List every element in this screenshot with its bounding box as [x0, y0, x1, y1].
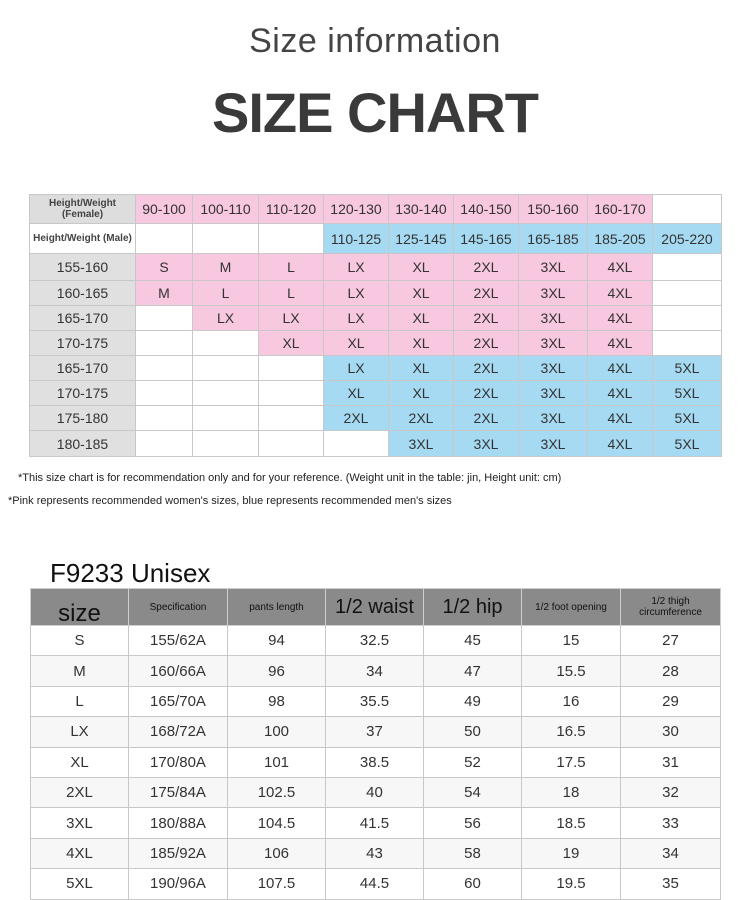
recommendation-row — [30, 306, 722, 331]
spec-value-cell: 175/84A — [129, 777, 228, 807]
male-weight-cell — [136, 224, 193, 254]
spec-row — [31, 747, 721, 777]
spec-header-cell: 1/2 hip — [424, 589, 522, 626]
female-label: Height/Weight (Female) — [30, 195, 136, 224]
spec-value-cell: 44.5 — [326, 869, 424, 899]
female-weight-row — [30, 195, 722, 224]
male-weight-cell — [193, 224, 259, 254]
size-cell — [259, 431, 324, 457]
size-cell: L — [259, 281, 324, 306]
spec-value-cell: 34 — [621, 838, 721, 868]
height-label: 160-165 — [30, 281, 136, 306]
size-cell — [653, 281, 722, 306]
spec-value-cell: 16 — [522, 686, 621, 716]
size-cell — [653, 331, 722, 356]
size-cell — [136, 381, 193, 406]
spec-value-cell: 38.5 — [326, 747, 424, 777]
spec-header-cell: 1/2 waist — [326, 589, 424, 626]
size-cell: XL — [389, 281, 454, 306]
size-cell: XL — [324, 331, 389, 356]
size-cell: 3XL — [519, 281, 588, 306]
note-color-legend: *Pink represents recommended women's sizes, blue represents recommended men's sizes — [8, 495, 452, 507]
size-cell: 4XL — [588, 281, 653, 306]
size-cell — [259, 356, 324, 381]
size-cell: 3XL — [454, 431, 519, 457]
size-cell: XL — [324, 381, 389, 406]
size-cell: XL — [389, 356, 454, 381]
height-label: 165-170 — [30, 306, 136, 331]
recommendation-row — [30, 331, 722, 356]
page-title: SIZE CHART — [212, 81, 538, 144]
spec-size-cell: XL — [31, 747, 129, 777]
spec-value-cell: 16.5 — [522, 717, 621, 747]
spec-value-cell: 102.5 — [228, 777, 326, 807]
spec-value-cell: 15.5 — [522, 656, 621, 686]
size-cell: LX — [324, 356, 389, 381]
spec-value-cell: 58 — [424, 838, 522, 868]
female-weight-cell: 90-100 — [136, 195, 193, 224]
size-cell — [136, 406, 193, 431]
spec-value-cell: 45 — [424, 626, 522, 656]
size-cell: 2XL — [454, 356, 519, 381]
size-cell: 4XL — [588, 381, 653, 406]
spec-value-cell: 18.5 — [522, 808, 621, 838]
spec-value-cell: 29 — [621, 686, 721, 716]
recommendation-row — [30, 356, 722, 381]
spec-value-cell: 19.5 — [522, 869, 621, 899]
female-weight-cell: 140-150 — [454, 195, 519, 224]
spec-value-cell: 165/70A — [129, 686, 228, 716]
size-cell: 4XL — [588, 331, 653, 356]
size-cell: XL — [389, 306, 454, 331]
spec-value-cell: 107.5 — [228, 869, 326, 899]
spec-value-cell: 100 — [228, 717, 326, 747]
size-cell: XL — [389, 254, 454, 281]
size-cell: 2XL — [454, 381, 519, 406]
spec-value-cell: 33 — [621, 808, 721, 838]
size-cell: 3XL — [519, 254, 588, 281]
size-cell: 4XL — [588, 406, 653, 431]
height-label: 170-175 — [30, 381, 136, 406]
spec-header-cell: size — [31, 589, 129, 626]
page-subtitle: Size information — [249, 22, 501, 60]
recommendation-row — [30, 431, 722, 457]
male-weight-cell: 125-145 — [389, 224, 454, 254]
spec-value-cell: 32 — [621, 777, 721, 807]
size-cell — [324, 431, 389, 457]
size-cell: LX — [324, 254, 389, 281]
size-cell: LX — [324, 306, 389, 331]
size-cell: LX — [259, 306, 324, 331]
spec-value-cell: 35.5 — [326, 686, 424, 716]
size-cell: M — [136, 281, 193, 306]
spec-value-cell: 60 — [424, 869, 522, 899]
spec-value-cell: 27 — [621, 626, 721, 656]
height-label: 165-170 — [30, 356, 136, 381]
spec-value-cell: 170/80A — [129, 747, 228, 777]
spec-value-cell: 28 — [621, 656, 721, 686]
spec-value-cell: 41.5 — [326, 808, 424, 838]
female-weight-cell: 120-130 — [324, 195, 389, 224]
recommendation-row — [30, 281, 722, 306]
spec-value-cell: 52 — [424, 747, 522, 777]
male-weight-cell: 165-185 — [519, 224, 588, 254]
spec-value-cell: 17.5 — [522, 747, 621, 777]
spec-value-cell: 31 — [621, 747, 721, 777]
size-cell: 4XL — [588, 254, 653, 281]
spec-value-cell: 101 — [228, 747, 326, 777]
spec-value-cell: 160/66A — [129, 656, 228, 686]
size-cell — [653, 306, 722, 331]
size-cell — [259, 406, 324, 431]
height-label: 155-160 — [30, 254, 136, 281]
size-recommendation-table — [29, 194, 722, 457]
size-cell: 5XL — [653, 406, 722, 431]
spec-header-cell: Specification — [129, 589, 228, 626]
size-cell: 3XL — [519, 356, 588, 381]
size-cell: S — [136, 254, 193, 281]
spec-value-cell: 106 — [228, 838, 326, 868]
spec-value-cell: 98 — [228, 686, 326, 716]
size-cell: 2XL — [454, 331, 519, 356]
size-cell: LX — [193, 306, 259, 331]
male-weight-row — [30, 224, 722, 254]
recommendation-row — [30, 406, 722, 431]
spec-row — [31, 686, 721, 716]
size-cell: M — [193, 254, 259, 281]
spec-value-cell: 104.5 — [228, 808, 326, 838]
spec-value-cell: 35 — [621, 869, 721, 899]
size-cell: 3XL — [519, 331, 588, 356]
male-weight-cell — [259, 224, 324, 254]
female-weight-cell: 130-140 — [389, 195, 454, 224]
size-cell: 2XL — [454, 306, 519, 331]
height-label: 180-185 — [30, 431, 136, 457]
product-name: F9233 Unisex — [50, 558, 211, 588]
size-cell: 3XL — [519, 381, 588, 406]
female-weight-cell: 150-160 — [519, 195, 588, 224]
size-cell — [259, 381, 324, 406]
size-cell: 4XL — [588, 431, 653, 457]
size-cell: 2XL — [454, 406, 519, 431]
spec-row — [31, 777, 721, 807]
spec-row — [31, 656, 721, 686]
size-cell — [193, 331, 259, 356]
spec-value-cell: 180/88A — [129, 808, 228, 838]
size-cell — [653, 254, 722, 281]
size-cell: 2XL — [389, 406, 454, 431]
size-cell: XL — [389, 381, 454, 406]
spec-value-cell: 43 — [326, 838, 424, 868]
spec-value-cell: 19 — [522, 838, 621, 868]
spec-size-cell: 3XL — [31, 808, 129, 838]
male-weight-cell: 205-220 — [653, 224, 722, 254]
male-label: Height/Weight (Male) — [30, 224, 136, 254]
size-cell — [136, 356, 193, 381]
size-cell: L — [193, 281, 259, 306]
spec-value-cell: 185/92A — [129, 838, 228, 868]
size-cell: 5XL — [653, 381, 722, 406]
spec-value-cell: 56 — [424, 808, 522, 838]
size-cell — [136, 331, 193, 356]
spec-value-cell: 15 — [522, 626, 621, 656]
spec-value-cell: 54 — [424, 777, 522, 807]
female-weight-cell: 110-120 — [259, 195, 324, 224]
size-cell — [136, 431, 193, 457]
size-cell — [193, 356, 259, 381]
spec-value-cell: 34 — [326, 656, 424, 686]
spec-row — [31, 838, 721, 868]
male-weight-cell: 185-205 — [588, 224, 653, 254]
spec-size-cell: S — [31, 626, 129, 656]
size-cell — [193, 381, 259, 406]
spec-row — [31, 626, 721, 656]
size-cell: 5XL — [653, 356, 722, 381]
spec-value-cell: 190/96A — [129, 869, 228, 899]
spec-row — [31, 717, 721, 747]
size-cell: 5XL — [653, 431, 722, 457]
spec-value-cell: 94 — [228, 626, 326, 656]
size-cell: 3XL — [519, 431, 588, 457]
male-weight-cell: 110-125 — [324, 224, 389, 254]
size-cell — [193, 406, 259, 431]
size-cell: 3XL — [389, 431, 454, 457]
spec-row — [31, 808, 721, 838]
spec-size-cell: 5XL — [31, 869, 129, 899]
size-cell: 4XL — [588, 356, 653, 381]
spec-value-cell: 30 — [621, 717, 721, 747]
size-cell: 2XL — [454, 254, 519, 281]
spec-value-cell: 49 — [424, 686, 522, 716]
spec-value-cell: 18 — [522, 777, 621, 807]
spec-value-cell: 96 — [228, 656, 326, 686]
size-cell: LX — [324, 281, 389, 306]
size-cell: L — [259, 254, 324, 281]
note-reference: *This size chart is for recommendation only and for your reference. (Weight unit in the table: jin, Height unit: cm) — [18, 472, 562, 484]
size-cell: XL — [259, 331, 324, 356]
size-cell: 2XL — [324, 406, 389, 431]
spec-size-cell: 4XL — [31, 838, 129, 868]
size-cell: 3XL — [519, 406, 588, 431]
spec-value-cell: 32.5 — [326, 626, 424, 656]
size-cell — [136, 306, 193, 331]
spec-header-cell: 1/2 thigh circumference — [621, 589, 721, 626]
size-cell: 2XL — [454, 281, 519, 306]
spec-value-cell: 37 — [326, 717, 424, 747]
female-weight-cell — [653, 195, 722, 224]
spec-header-cell: 1/2 foot opening — [522, 589, 621, 626]
male-weight-cell: 145-165 — [454, 224, 519, 254]
spec-row — [31, 869, 721, 899]
size-cell: 4XL — [588, 306, 653, 331]
height-label: 175-180 — [30, 406, 136, 431]
female-weight-cell: 160-170 — [588, 195, 653, 224]
spec-value-cell: 47 — [424, 656, 522, 686]
size-cell — [193, 431, 259, 457]
spec-size-cell: LX — [31, 717, 129, 747]
spec-value-cell: 50 — [424, 717, 522, 747]
spec-size-cell: 2XL — [31, 777, 129, 807]
spec-value-cell: 155/62A — [129, 626, 228, 656]
female-weight-cell: 100-110 — [193, 195, 259, 224]
spec-header-cell: pants length — [228, 589, 326, 626]
spec-value-cell: 168/72A — [129, 717, 228, 747]
recommendation-row — [30, 381, 722, 406]
size-cell: 3XL — [519, 306, 588, 331]
size-cell: XL — [389, 331, 454, 356]
height-label: 170-175 — [30, 331, 136, 356]
recommendation-row — [30, 254, 722, 281]
product-spec-table — [30, 588, 721, 900]
spec-size-cell: L — [31, 686, 129, 716]
spec-value-cell: 40 — [326, 777, 424, 807]
spec-size-cell: M — [31, 656, 129, 686]
